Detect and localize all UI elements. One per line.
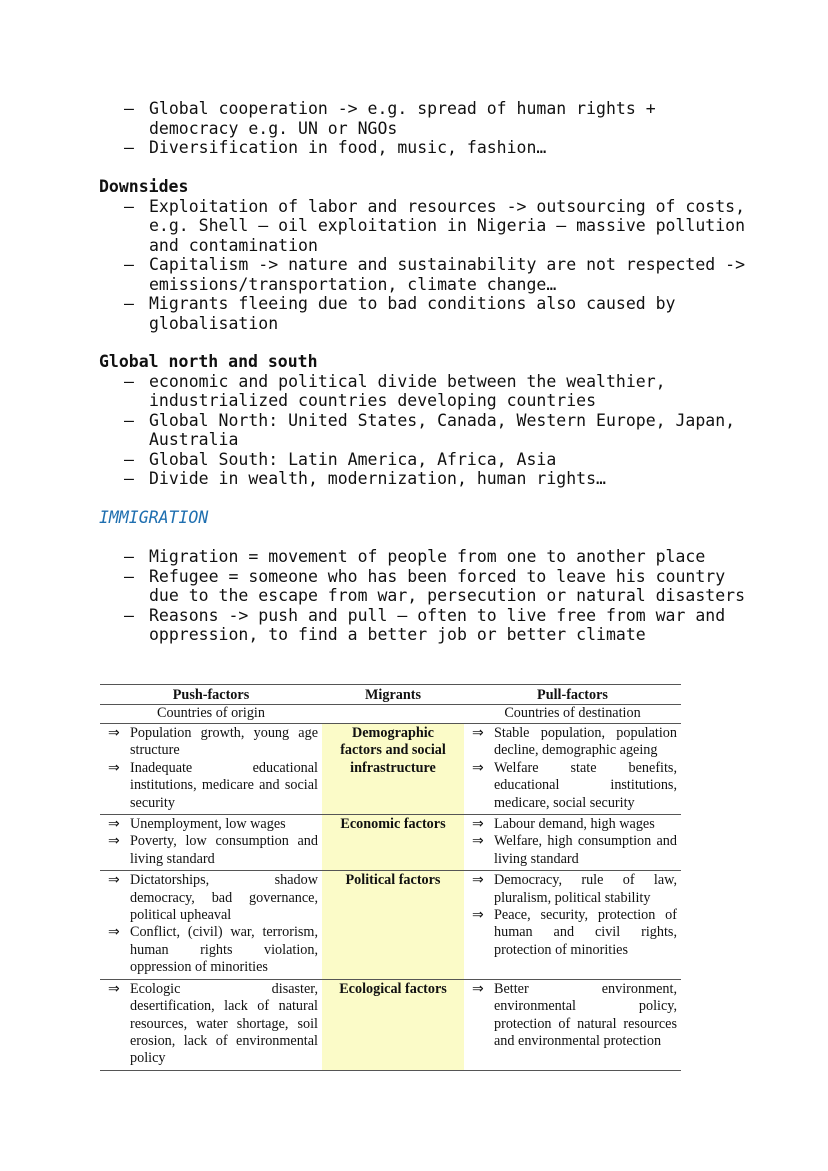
intro-section [99, 99, 749, 158]
pull-factors-cell [464, 724, 681, 815]
factor-category-cell [322, 979, 464, 1070]
pull-factor-item: ⇒ Democracy, rule of law, pluralism, political stability [468, 872, 677, 907]
table-subheader-row [100, 705, 681, 724]
pull-factors-cell [464, 815, 681, 871]
push-factor-item: ⇒ Conflict, (civil) war, terrorism, human rights violation, oppression of minorities [104, 924, 318, 976]
factor-category-label: Demographic factors and social infrastructure [340, 725, 446, 776]
push-factors-subheader: Countries of origin [100, 705, 322, 724]
bullet-item: – Capitalism -> nature and sustainability are not respected -> emissions/transportation, climate change… [99, 255, 749, 294]
push-pull-factors-table [100, 684, 681, 1071]
push-factor-item: ⇒ Unemployment, low wages [104, 816, 318, 833]
push-factors-cell [100, 979, 322, 1070]
push-factors-cell [100, 724, 322, 815]
pull-factor-item: ⇒ Better environment, environmental policy, protection of natural resources and environmental protection [468, 981, 677, 1051]
push-factor-item: ⇒ Population growth, young age structure [104, 725, 318, 760]
pull-factor-item: ⇒ Labour demand, high wages [468, 816, 677, 833]
bullet-item: – Refugee = someone who has been forced to leave his country due to the escape from war, persecution or natural disasters [99, 567, 749, 606]
north-south-bullet-list [99, 372, 749, 489]
pull-factor-item: ⇒ Welfare state benefits, educational institutions, medicare, social security [468, 760, 677, 812]
factor-category-label: Political factors [345, 872, 441, 889]
downsides-bullet-list [99, 197, 749, 334]
bullet-item: – Exploitation of labor and resources -> outsourcing of costs, e.g. Shell – oil exploitation in Nigeria – massive pollution and contamination [99, 197, 749, 256]
factor-category-label: Economic factors [340, 816, 446, 833]
factor-category-label: Ecological factors [339, 980, 447, 997]
table-row [100, 979, 681, 1070]
pull-factor-item: ⇒ Peace, security, protection of human and civil rights, protection of minorities [468, 907, 677, 959]
pull-factor-item: ⇒ Stable population, population decline, demographic ageing [468, 725, 677, 760]
push-factors-header: Push-factors [172, 687, 250, 703]
bullet-item: – Global cooperation -> e.g. spread of human rights + democracy e.g. UN or NGOs [99, 99, 749, 138]
bullet-item: – economic and political divide between the wealthier, industrialized countries developing countries [99, 372, 749, 411]
immigration-section [99, 508, 749, 645]
section-heading: Downsides [99, 177, 189, 196]
pull-factors-subheader: Countries of destination [464, 705, 681, 724]
push-factor-item: ⇒ Poverty, low consumption and living standard [104, 833, 318, 868]
immigration-bullet-list [99, 547, 749, 645]
bullet-item: – Migration = movement of people from one to another place [99, 547, 749, 567]
bullet-item: – Divide in wealth, modernization, human rights… [99, 469, 749, 489]
downsides-section [99, 177, 749, 333]
pull-factors-cell [464, 979, 681, 1070]
pull-factors-header: Pull-factors [537, 687, 608, 703]
pull-factors-cell [464, 871, 681, 979]
push-factors-cell [100, 871, 322, 979]
table-row [100, 724, 681, 815]
bullet-item: – Migrants fleeing due to bad conditions also caused by globalisation [99, 294, 749, 333]
table-row [100, 871, 681, 979]
bullet-item: – Global South: Latin America, Africa, Asia [99, 450, 749, 470]
bullet-item: – Reasons -> push and pull – often to live free from war and oppression, to find a better job or better climate [99, 606, 749, 645]
table-row [100, 815, 681, 871]
push-pull-factors-table-wrapper [100, 684, 681, 1071]
intro-bullet-list [99, 99, 749, 158]
migrants-header: Migrants [322, 685, 464, 705]
table-header-row [100, 685, 681, 705]
bullet-item: – Global North: United States, Canada, Western Europe, Japan, Australia [99, 411, 749, 450]
section-heading: Global north and south [99, 352, 318, 371]
push-factor-item: ⇒ Inadequate educational institutions, medicare and social security [104, 760, 318, 812]
factor-category-cell [322, 724, 464, 815]
push-factor-item: ⇒ Ecologic disaster, desertification, lack of natural resources, water shortage, soil erosion, lack of environmental policy [104, 981, 318, 1068]
push-factor-item: ⇒ Dictatorships, shadow democracy, bad governance, political upheaval [104, 872, 318, 924]
bullet-item: – Diversification in food, music, fashion… [99, 138, 749, 158]
factor-category-cell [322, 815, 464, 871]
factor-category-cell [322, 871, 464, 979]
section-heading: IMMIGRATION [99, 508, 209, 527]
pull-factor-item: ⇒ Welfare, high consumption and living standard [468, 833, 677, 868]
migrants-subheader [322, 705, 464, 724]
push-factors-cell [100, 815, 322, 871]
global-north-south-section [99, 352, 749, 489]
